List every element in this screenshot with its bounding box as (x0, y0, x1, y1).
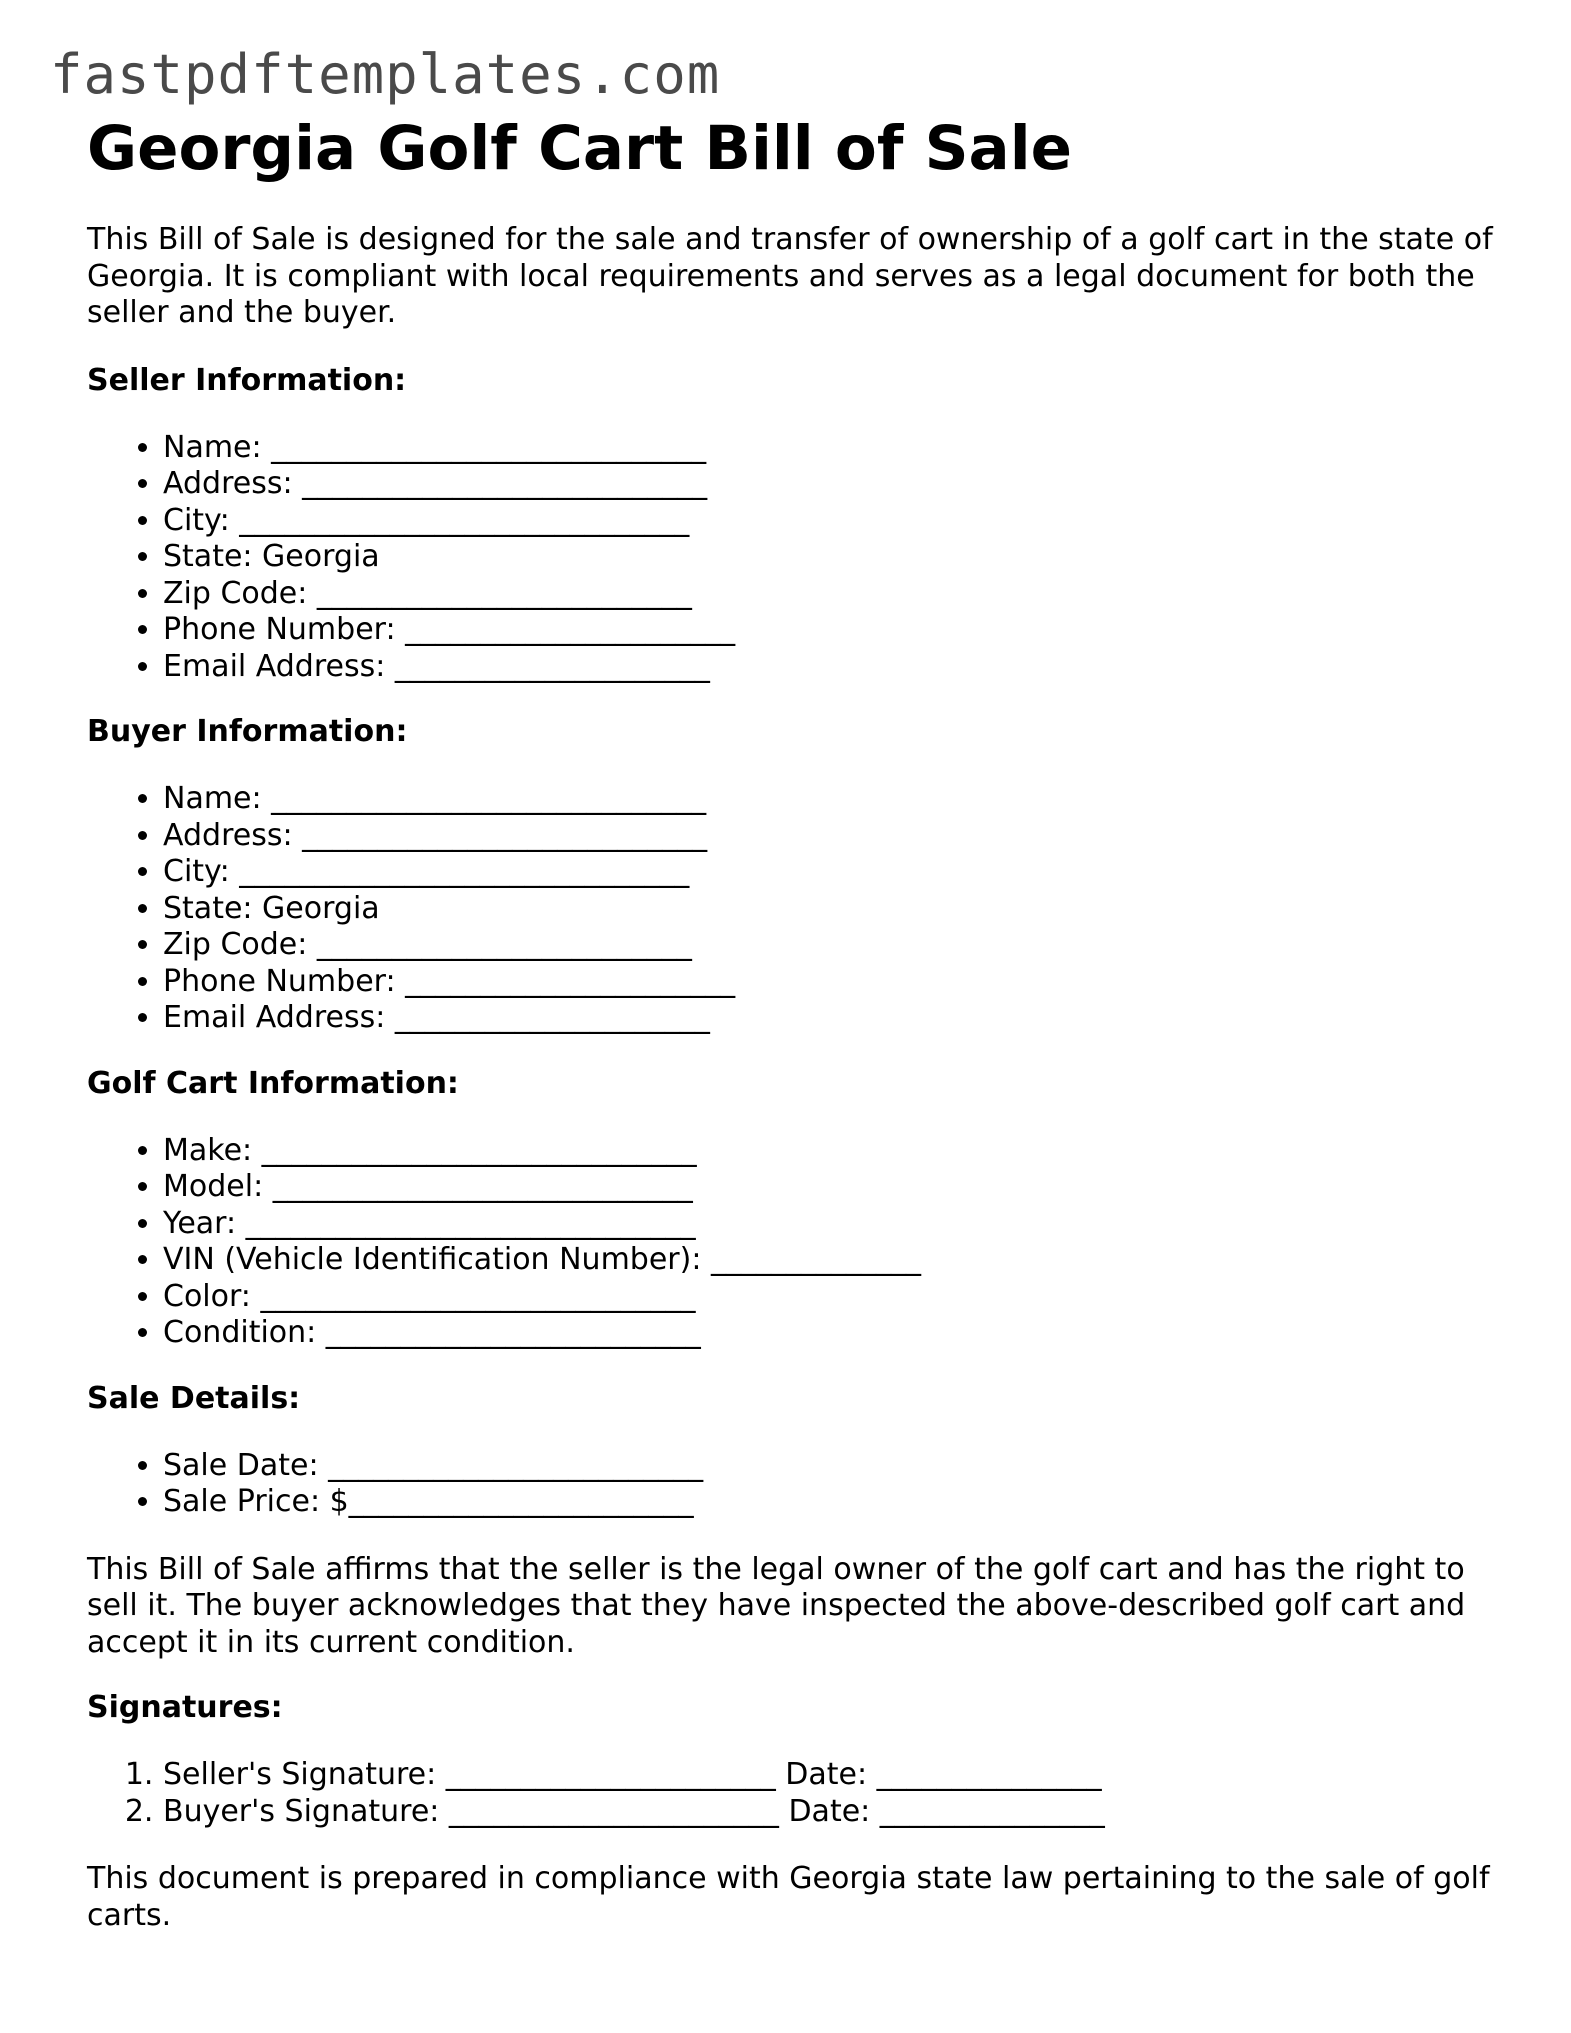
cart-color-field[interactable]: • Color: _____________________________ (163, 1279, 1497, 1316)
buyer-signature-field[interactable]: 2. Buyer's Signature: ______________________ Date: _______________ (163, 1794, 1497, 1831)
cart-make-field[interactable]: • Make: _____________________________ (163, 1133, 1497, 1170)
cart-condition-field[interactable]: • Condition: _________________________ (163, 1315, 1497, 1352)
sale-price-field[interactable]: • Sale Price: $_______________________ (163, 1484, 1497, 1521)
intro-paragraph: This Bill of Sale is designed for the sale and transfer of ownership of a golf cart in the state of Georgia. It is compliant with local requirements and serves as a legal document for both the seller and the buyer. (87, 222, 1493, 330)
sale-date-field[interactable]: • Sale Date: _________________________ (163, 1448, 1497, 1485)
buyer-email-field[interactable]: • Email Address: _____________________ (163, 1000, 1497, 1037)
watermark: fastpdftemplates.com (50, 43, 721, 106)
document-page (87, 112, 1497, 1934)
signatures-list (87, 1757, 1497, 1830)
seller-name-field[interactable]: • Name: _____________________________ (163, 430, 1497, 467)
document-title: Georgia Golf Cart Bill of Sale (87, 113, 1072, 184)
cart-model-field[interactable]: • Model: ____________________________ (163, 1169, 1497, 1206)
buyer-zip-field[interactable]: • Zip Code: _________________________ (163, 927, 1497, 964)
buyer-state-field: • State: Georgia (163, 891, 1497, 928)
seller-list (87, 430, 1497, 686)
buyer-phone-field[interactable]: • Phone Number: ______________________ (163, 964, 1497, 1001)
buyer-address-field[interactable]: • Address: ___________________________ (163, 818, 1497, 855)
buyer-heading: Buyer Information: (87, 714, 408, 749)
seller-heading: Seller Information: (87, 362, 407, 398)
cart-vin-field[interactable]: • VIN (Vehicle Identification Number): ______________ (163, 1242, 1497, 1279)
seller-address-field[interactable]: • Address: ___________________________ (163, 466, 1497, 503)
buyer-list (87, 781, 1497, 1037)
seller-signature-field[interactable]: 1. Seller's Signature: ______________________ Date: _______________ (163, 1757, 1497, 1794)
seller-email-field[interactable]: • Email Address: _____________________ (163, 649, 1497, 686)
cart-list (87, 1133, 1497, 1352)
seller-zip-field[interactable]: • Zip Code: _________________________ (163, 576, 1497, 613)
sale-heading: Sale Details: (87, 1380, 301, 1416)
affirmation-paragraph: This Bill of Sale affirms that the seller is the legal owner of the golf cart and has the right to sell it. The buyer acknowledges that they have inspected the above-described golf cart and accept it in its current condition. (87, 1551, 1466, 1660)
cart-heading: Golf Cart Information: (87, 1065, 459, 1101)
seller-phone-field[interactable]: • Phone Number: ______________________ (163, 612, 1497, 649)
seller-city-field[interactable]: • City: ______________________________ (163, 503, 1497, 540)
buyer-city-field[interactable]: • City: ______________________________ (163, 854, 1497, 891)
signatures-heading: Signatures: (87, 1690, 283, 1725)
cart-year-field[interactable]: • Year: ______________________________ (163, 1206, 1497, 1243)
seller-state-field: • State: Georgia (163, 539, 1497, 576)
buyer-name-field[interactable]: • Name: _____________________________ (163, 781, 1497, 818)
sale-list (87, 1448, 1497, 1521)
closing-paragraph: This document is prepared in compliance with Georgia state law pertaining to the sale of golf carts. (87, 1861, 1490, 1933)
